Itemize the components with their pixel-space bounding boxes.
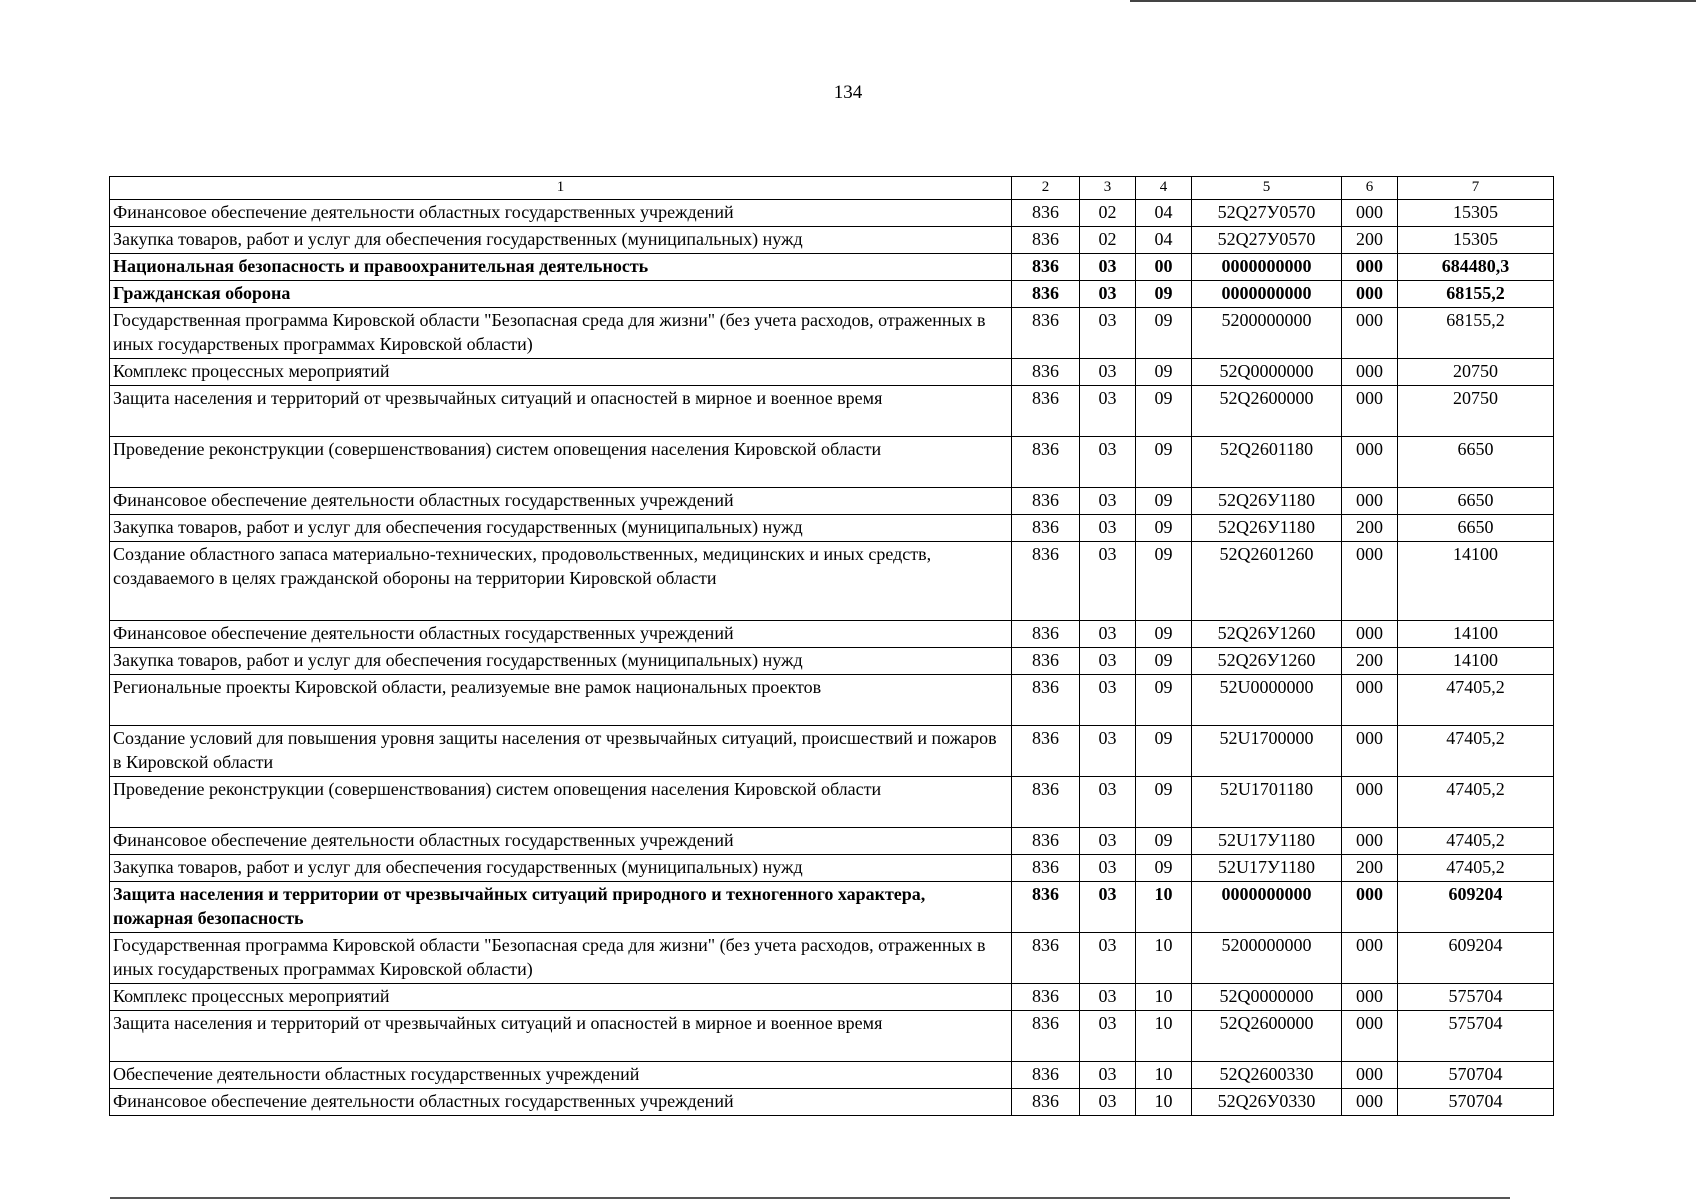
table-row — [110, 200, 1554, 227]
row-code-6: 000 — [1342, 1011, 1398, 1062]
row-amount: 15305 — [1398, 227, 1554, 254]
row-amount: 47405,2 — [1398, 828, 1554, 855]
row-code-2: 836 — [1012, 1062, 1080, 1089]
row-code-6: 200 — [1342, 227, 1398, 254]
table-row — [110, 855, 1554, 882]
row-code-5: 52Q2601180 — [1192, 437, 1342, 488]
row-amount: 575704 — [1398, 984, 1554, 1011]
row-code-2: 836 — [1012, 1011, 1080, 1062]
row-amount: 47405,2 — [1398, 777, 1554, 828]
row-code-6: 000 — [1342, 437, 1398, 488]
row-amount: 570704 — [1398, 1089, 1554, 1116]
row-code-5: 52U17У1180 — [1192, 855, 1342, 882]
row-code-3: 03 — [1080, 1011, 1136, 1062]
row-code-2: 836 — [1012, 488, 1080, 515]
row-code-4: 10 — [1136, 984, 1192, 1011]
row-code-4: 09 — [1136, 488, 1192, 515]
row-amount: 47405,2 — [1398, 675, 1554, 726]
row-code-6: 000 — [1342, 1089, 1398, 1116]
row-code-6: 000 — [1342, 281, 1398, 308]
row-code-4: 09 — [1136, 675, 1192, 726]
row-code-4: 09 — [1136, 855, 1192, 882]
row-code-2: 836 — [1012, 386, 1080, 437]
table-row — [110, 1011, 1554, 1062]
table-row — [110, 254, 1554, 281]
row-name: Закупка товаров, работ и услуг для обеспечения государственных (муниципальных) нужд — [110, 855, 1012, 882]
row-code-3: 03 — [1080, 621, 1136, 648]
row-code-2: 836 — [1012, 828, 1080, 855]
row-code-6: 200 — [1342, 515, 1398, 542]
table-row — [110, 542, 1554, 621]
row-name: Региональные проекты Кировской области, реализуемые вне рамок национальных проектов — [110, 675, 1012, 726]
row-code-3: 03 — [1080, 828, 1136, 855]
row-amount: 20750 — [1398, 386, 1554, 437]
row-name: Национальная безопасность и правоохранительная деятельность — [110, 254, 1012, 281]
row-code-2: 836 — [1012, 882, 1080, 933]
row-code-4: 10 — [1136, 882, 1192, 933]
budget-table — [109, 176, 1554, 1116]
table-row — [110, 675, 1554, 726]
row-name: Обеспечение деятельности областных государственных учреждений — [110, 1062, 1012, 1089]
row-amount: 47405,2 — [1398, 855, 1554, 882]
row-code-5: 5200000000 — [1192, 308, 1342, 359]
row-code-6: 000 — [1342, 621, 1398, 648]
row-name: Проведение реконструкции (совершенствования) систем оповещения населения Кировской области — [110, 777, 1012, 828]
row-code-3: 03 — [1080, 984, 1136, 1011]
row-code-4: 09 — [1136, 515, 1192, 542]
row-code-4: 09 — [1136, 281, 1192, 308]
row-code-3: 03 — [1080, 254, 1136, 281]
row-code-6: 000 — [1342, 984, 1398, 1011]
col-header-2: 2 — [1012, 177, 1080, 200]
row-code-3: 03 — [1080, 308, 1136, 359]
row-code-4: 10 — [1136, 1089, 1192, 1116]
row-code-2: 836 — [1012, 984, 1080, 1011]
row-amount: 68155,2 — [1398, 281, 1554, 308]
row-name: Защита населения и территории от чрезвычайных ситуаций природного и техногенного характера, пожарная безопасность — [110, 882, 1012, 933]
row-code-4: 09 — [1136, 648, 1192, 675]
col-header-7: 7 — [1398, 177, 1554, 200]
table-row — [110, 227, 1554, 254]
row-code-6: 000 — [1342, 488, 1398, 515]
col-header-3: 3 — [1080, 177, 1136, 200]
row-code-3: 03 — [1080, 515, 1136, 542]
row-code-2: 836 — [1012, 777, 1080, 828]
row-code-5: 52U0000000 — [1192, 675, 1342, 726]
row-code-6: 000 — [1342, 675, 1398, 726]
row-code-3: 03 — [1080, 281, 1136, 308]
row-name: Комплекс процессных мероприятий — [110, 359, 1012, 386]
row-code-4: 09 — [1136, 777, 1192, 828]
row-amount: 6650 — [1398, 488, 1554, 515]
row-amount: 47405,2 — [1398, 726, 1554, 777]
table-row — [110, 933, 1554, 984]
column-number-row — [110, 177, 1554, 200]
row-code-4: 10 — [1136, 1011, 1192, 1062]
row-code-5: 52Q0000000 — [1192, 984, 1342, 1011]
row-amount: 20750 — [1398, 359, 1554, 386]
row-code-6: 200 — [1342, 648, 1398, 675]
row-code-4: 09 — [1136, 386, 1192, 437]
table-row — [110, 828, 1554, 855]
row-code-5: 52Q2600330 — [1192, 1062, 1342, 1089]
row-code-5: 52Q0000000 — [1192, 359, 1342, 386]
table-row — [110, 621, 1554, 648]
row-code-5: 52Q26У1260 — [1192, 621, 1342, 648]
row-name: Финансовое обеспечение деятельности областных государственных учреждений — [110, 200, 1012, 227]
row-name: Финансовое обеспечение деятельности областных государственных учреждений — [110, 488, 1012, 515]
table-row — [110, 386, 1554, 437]
row-code-2: 836 — [1012, 515, 1080, 542]
row-code-3: 03 — [1080, 542, 1136, 621]
row-code-3: 03 — [1080, 726, 1136, 777]
row-code-5: 52Q26У0330 — [1192, 1089, 1342, 1116]
row-name: Финансовое обеспечение деятельности областных государственных учреждений — [110, 1089, 1012, 1116]
row-code-2: 836 — [1012, 281, 1080, 308]
col-header-5: 5 — [1192, 177, 1342, 200]
row-amount: 6650 — [1398, 515, 1554, 542]
row-code-6: 000 — [1342, 386, 1398, 437]
row-code-3: 03 — [1080, 488, 1136, 515]
row-code-4: 04 — [1136, 200, 1192, 227]
row-amount: 609204 — [1398, 933, 1554, 984]
row-amount: 684480,3 — [1398, 254, 1554, 281]
row-code-5: 52Q26У1260 — [1192, 648, 1342, 675]
row-code-6: 000 — [1342, 200, 1398, 227]
row-name: Создание областного запаса материально-технических, продовольственных, медицинских и иных средств, создаваемого в целях гражданской обороны на территории Кировской области — [110, 542, 1012, 621]
col-header-4: 4 — [1136, 177, 1192, 200]
row-code-6: 000 — [1342, 359, 1398, 386]
row-code-4: 10 — [1136, 1062, 1192, 1089]
row-code-3: 03 — [1080, 648, 1136, 675]
row-amount: 15305 — [1398, 200, 1554, 227]
row-name: Гражданская оборона — [110, 281, 1012, 308]
row-code-5: 52U1700000 — [1192, 726, 1342, 777]
row-code-2: 836 — [1012, 675, 1080, 726]
row-code-5: 52U17У1180 — [1192, 828, 1342, 855]
row-code-2: 836 — [1012, 200, 1080, 227]
row-code-5: 52Q26У1180 — [1192, 515, 1342, 542]
row-code-4: 00 — [1136, 254, 1192, 281]
row-code-4: 04 — [1136, 227, 1192, 254]
row-code-2: 836 — [1012, 855, 1080, 882]
row-amount: 14100 — [1398, 621, 1554, 648]
row-code-5: 52Q27У0570 — [1192, 227, 1342, 254]
row-code-5: 5200000000 — [1192, 933, 1342, 984]
row-code-2: 836 — [1012, 621, 1080, 648]
row-code-6: 000 — [1342, 777, 1398, 828]
row-code-3: 03 — [1080, 675, 1136, 726]
row-code-6: 000 — [1342, 726, 1398, 777]
row-name: Создание условий для повышения уровня защиты населения от чрезвычайных ситуаций, происшествий и пожаров в Кировской области — [110, 726, 1012, 777]
table-row — [110, 648, 1554, 675]
table-row — [110, 515, 1554, 542]
row-code-3: 03 — [1080, 933, 1136, 984]
row-name: Закупка товаров, работ и услуг для обеспечения государственных (муниципальных) нужд — [110, 515, 1012, 542]
row-code-5: 0000000000 — [1192, 281, 1342, 308]
row-code-3: 03 — [1080, 1062, 1136, 1089]
row-code-4: 09 — [1136, 828, 1192, 855]
row-amount: 14100 — [1398, 542, 1554, 621]
table-row — [110, 359, 1554, 386]
table-row — [110, 308, 1554, 359]
row-amount: 575704 — [1398, 1011, 1554, 1062]
table-row — [110, 882, 1554, 933]
row-code-2: 836 — [1012, 1089, 1080, 1116]
row-code-3: 03 — [1080, 386, 1136, 437]
row-code-3: 03 — [1080, 437, 1136, 488]
col-header-1: 1 — [110, 177, 1012, 200]
row-code-2: 836 — [1012, 933, 1080, 984]
row-code-3: 03 — [1080, 1089, 1136, 1116]
row-code-4: 09 — [1136, 359, 1192, 386]
table-row — [110, 437, 1554, 488]
row-code-5: 0000000000 — [1192, 254, 1342, 281]
row-code-4: 09 — [1136, 542, 1192, 621]
row-code-5: 52Q2600000 — [1192, 1011, 1342, 1062]
scan-edge-top — [1130, 0, 1696, 2]
row-amount: 68155,2 — [1398, 308, 1554, 359]
row-code-6: 200 — [1342, 855, 1398, 882]
row-name: Защита населения и территорий от чрезвычайных ситуаций и опасностей в мирное и военное время — [110, 386, 1012, 437]
row-code-4: 09 — [1136, 726, 1192, 777]
table-body — [110, 200, 1554, 1116]
row-code-2: 836 — [1012, 437, 1080, 488]
row-code-5: 52Q2601260 — [1192, 542, 1342, 621]
row-code-2: 836 — [1012, 227, 1080, 254]
row-code-6: 000 — [1342, 1062, 1398, 1089]
row-code-3: 03 — [1080, 855, 1136, 882]
table-row — [110, 1062, 1554, 1089]
row-code-2: 836 — [1012, 726, 1080, 777]
row-amount: 609204 — [1398, 882, 1554, 933]
row-code-3: 02 — [1080, 227, 1136, 254]
row-name: Государственная программа Кировской области "Безопасная среда для жизни" (без учета расходов, отраженных в иных государственых программах Кировской области) — [110, 308, 1012, 359]
row-code-2: 836 — [1012, 648, 1080, 675]
row-amount: 6650 — [1398, 437, 1554, 488]
row-code-4: 09 — [1136, 621, 1192, 648]
row-name: Закупка товаров, работ и услуг для обеспечения государственных (муниципальных) нужд — [110, 648, 1012, 675]
row-code-5: 0000000000 — [1192, 882, 1342, 933]
row-code-5: 52Q2600000 — [1192, 386, 1342, 437]
row-code-2: 836 — [1012, 542, 1080, 621]
row-name: Защита населения и территорий от чрезвычайных ситуаций и опасностей в мирное и военное время — [110, 1011, 1012, 1062]
row-code-2: 836 — [1012, 254, 1080, 281]
table-row — [110, 984, 1554, 1011]
row-code-4: 10 — [1136, 933, 1192, 984]
row-code-5: 52Q26У1180 — [1192, 488, 1342, 515]
table-row — [110, 726, 1554, 777]
col-header-6: 6 — [1342, 177, 1398, 200]
row-code-2: 836 — [1012, 308, 1080, 359]
row-code-3: 03 — [1080, 882, 1136, 933]
row-name: Комплекс процессных мероприятий — [110, 984, 1012, 1011]
row-code-2: 836 — [1012, 359, 1080, 386]
row-code-5: 52Q27У0570 — [1192, 200, 1342, 227]
row-code-6: 000 — [1342, 308, 1398, 359]
row-amount: 570704 — [1398, 1062, 1554, 1089]
row-code-6: 000 — [1342, 542, 1398, 621]
page-number: 134 — [833, 82, 863, 103]
row-code-6: 000 — [1342, 828, 1398, 855]
scan-edge-bottom — [110, 1197, 1510, 1199]
row-name: Закупка товаров, работ и услуг для обеспечения государственных (муниципальных) нужд — [110, 227, 1012, 254]
row-name: Финансовое обеспечение деятельности областных государственных учреждений — [110, 621, 1012, 648]
row-code-3: 02 — [1080, 200, 1136, 227]
row-code-6: 000 — [1342, 933, 1398, 984]
row-code-5: 52U1701180 — [1192, 777, 1342, 828]
row-code-6: 000 — [1342, 254, 1398, 281]
row-amount: 14100 — [1398, 648, 1554, 675]
row-code-3: 03 — [1080, 777, 1136, 828]
row-code-6: 000 — [1342, 882, 1398, 933]
table-row — [110, 281, 1554, 308]
row-name: Государственная программа Кировской области "Безопасная среда для жизни" (без учета расходов, отраженных в иных государственых программах Кировской области) — [110, 933, 1012, 984]
table-row — [110, 1089, 1554, 1116]
row-code-3: 03 — [1080, 359, 1136, 386]
row-name: Проведение реконструкции (совершенствования) систем оповещения населения Кировской области — [110, 437, 1012, 488]
row-name: Финансовое обеспечение деятельности областных государственных учреждений — [110, 828, 1012, 855]
row-code-4: 09 — [1136, 308, 1192, 359]
table-row — [110, 777, 1554, 828]
table-row — [110, 488, 1554, 515]
row-code-4: 09 — [1136, 437, 1192, 488]
